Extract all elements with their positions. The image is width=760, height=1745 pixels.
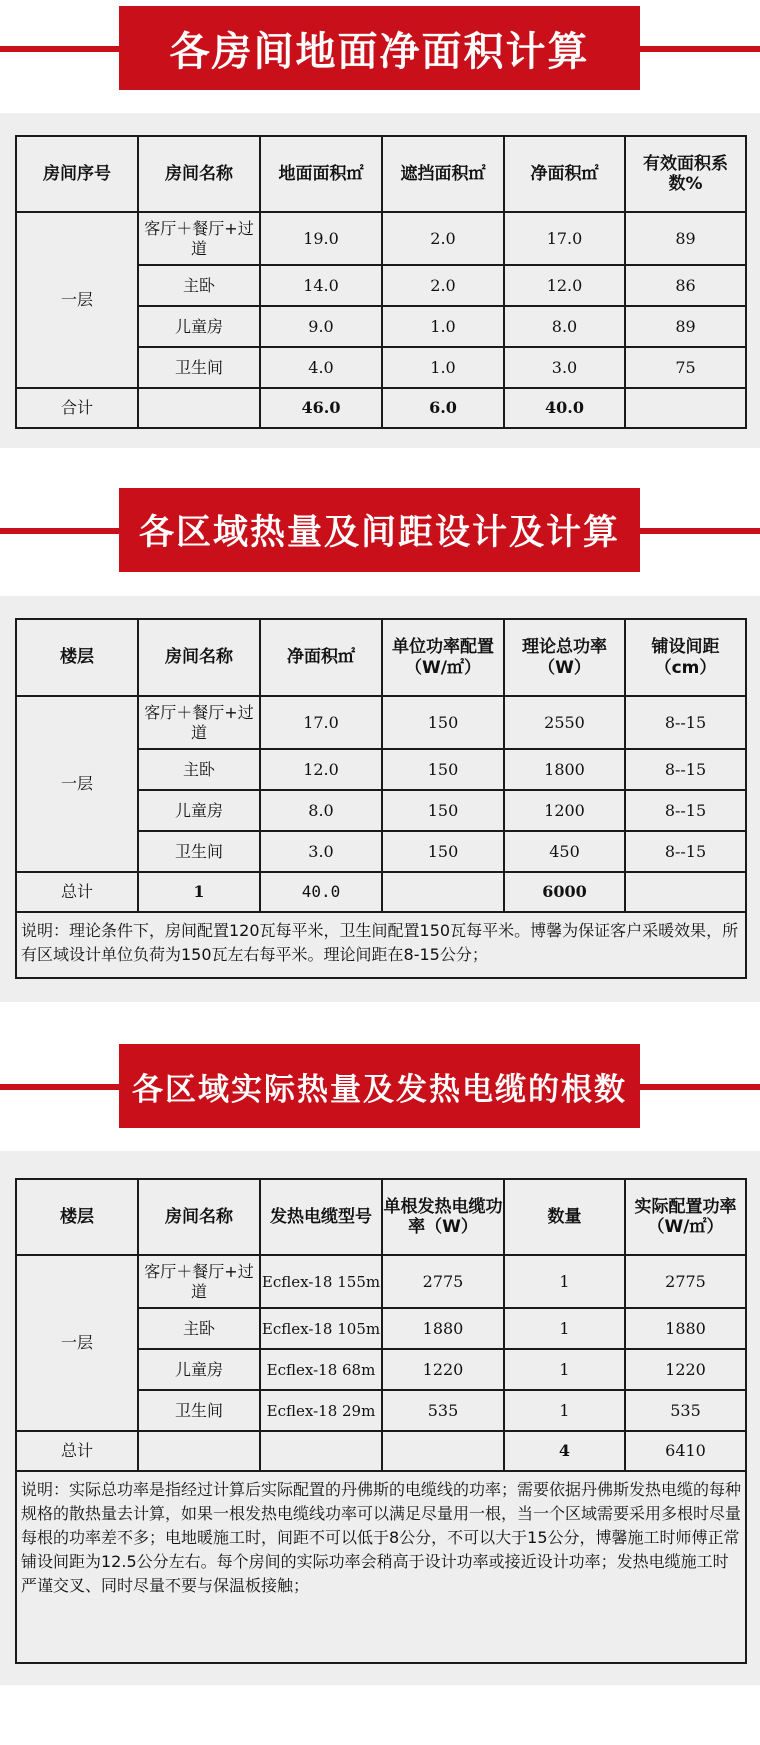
total-power: 1200 (504, 790, 625, 831)
floor-area: 14.0 (260, 265, 382, 306)
net-area: 12.0 (504, 265, 625, 306)
note-row (16, 912, 746, 978)
header-cell: 有效面积系数% (625, 136, 746, 212)
net-area: 17.0 (260, 696, 382, 749)
blocked-area: 1.0 (382, 306, 504, 347)
room-name: 卫生间 (138, 347, 260, 388)
total-label: 合计 (16, 388, 138, 428)
floor-area: 19.0 (260, 212, 382, 265)
header-cell: 房间名称 (138, 136, 260, 212)
section1-title: 各房间地面净面积计算 (119, 6, 640, 90)
total-label: 总计 (16, 1431, 138, 1471)
net-area: 3.0 (260, 831, 382, 872)
empty-cell (382, 1431, 504, 1471)
total-row (16, 388, 746, 428)
area-coef: 75 (625, 347, 746, 388)
unit-power: 150 (382, 831, 504, 872)
cable-power: 1220 (382, 1349, 504, 1390)
floor-cell: 一层 (16, 696, 138, 872)
header-cell: 楼层 (16, 1179, 138, 1255)
blocked-area: 2.0 (382, 212, 504, 265)
section1-banner (0, 6, 760, 90)
empty-cell (625, 388, 746, 428)
room-name: 卫生间 (138, 831, 260, 872)
floor-area: 9.0 (260, 306, 382, 347)
header-cell: 净面积㎡ (504, 136, 625, 212)
config-note: 说明：实际总功率是指经过计算后实际配置的丹佛斯的电缆线的功率；需要依据丹佛斯发热电缆的每种规格的散热量去计算，如果一根发热电缆线功率可以满足尽量用一根，当一个区域需要采用多根时尽量每根的功率差不多；电地暖施工时，间距不可以低于8公分，不可以大于15公分，博馨施工时师傅正常铺设间距为12.5公分左右。每个房间的实际功率会稍高于设计功率或接近设计功率；发热电缆施工时严谨交叉、同时尽量不要与保温板接触； (16, 1471, 746, 1663)
total-row (16, 1431, 746, 1471)
empty-cell (138, 1431, 260, 1471)
cable-qty: 1 (504, 1255, 625, 1308)
area-coef: 89 (625, 212, 746, 265)
section3-banner (0, 1044, 760, 1128)
total-power: 6000 (504, 872, 625, 912)
room-name: 主卧 (138, 265, 260, 306)
header-cell: 房间名称 (138, 619, 260, 696)
total-actual-power: 6410 (625, 1431, 746, 1471)
header-cell: 地面面积㎡ (260, 136, 382, 212)
spacing: 8--15 (625, 749, 746, 790)
table-row (16, 696, 746, 749)
header-cell: 铺设间距（cm） (625, 619, 746, 696)
total-net-area: 40.0 (504, 388, 625, 428)
header-cell: 发热电缆型号 (260, 1179, 382, 1255)
section3-title: 各区域实际热量及发热电缆的根数 (119, 1044, 640, 1128)
total-qty: 4 (504, 1431, 625, 1471)
area-coef: 86 (625, 265, 746, 306)
header-cell: 单位功率配置（W/㎡） (382, 619, 504, 696)
total-blocked-area: 6.0 (382, 388, 504, 428)
total-name: 1 (138, 872, 260, 912)
room-name: 儿童房 (138, 790, 260, 831)
note-row (16, 1471, 746, 1663)
total-power: 2550 (504, 696, 625, 749)
header-cell: 理论总功率（W） (504, 619, 625, 696)
table-row (16, 212, 746, 265)
cable-qty: 1 (504, 1308, 625, 1349)
total-power: 1800 (504, 749, 625, 790)
unit-power: 150 (382, 749, 504, 790)
blocked-area: 2.0 (382, 265, 504, 306)
total-power: 450 (504, 831, 625, 872)
heat-design-table (15, 618, 747, 979)
net-area: 8.0 (260, 790, 382, 831)
spacing: 8--15 (625, 831, 746, 872)
total-row (16, 872, 746, 912)
empty-cell (382, 872, 504, 912)
net-area: 8.0 (504, 306, 625, 347)
cable-power: 2775 (382, 1255, 504, 1308)
net-area: 12.0 (260, 749, 382, 790)
section3-panel (0, 1151, 760, 1685)
spacing: 8--15 (625, 696, 746, 749)
room-name: 主卧 (138, 1308, 260, 1349)
actual-power: 2775 (625, 1255, 746, 1308)
table-header-row (16, 136, 746, 212)
actual-power: 535 (625, 1390, 746, 1431)
actual-power: 1880 (625, 1308, 746, 1349)
cable-model: Ecflex-18 155m (260, 1255, 382, 1308)
cable-config-table (15, 1178, 747, 1664)
net-area: 3.0 (504, 347, 625, 388)
cable-model: Ecflex-18 29m (260, 1390, 382, 1431)
header-cell: 净面积㎡ (260, 619, 382, 696)
header-cell: 房间名称 (138, 1179, 260, 1255)
header-cell: 数量 (504, 1179, 625, 1255)
net-area-table (15, 135, 747, 429)
unit-power: 150 (382, 696, 504, 749)
cable-power: 535 (382, 1390, 504, 1431)
total-floor-area: 46.0 (260, 388, 382, 428)
cable-model: Ecflex-18 105m (260, 1308, 382, 1349)
actual-power: 1220 (625, 1349, 746, 1390)
table-row (16, 1255, 746, 1308)
room-name: 儿童房 (138, 1349, 260, 1390)
unit-power: 150 (382, 790, 504, 831)
header-cell: 楼层 (16, 619, 138, 696)
room-name: 儿童房 (138, 306, 260, 347)
section2-panel (0, 596, 760, 1002)
room-name: 卫生间 (138, 1390, 260, 1431)
table-header-row (16, 619, 746, 696)
room-name: 客厅＋餐厅+过道 (138, 696, 260, 749)
total-net-area: 40.0 (260, 872, 382, 912)
header-cell: 遮挡面积㎡ (382, 136, 504, 212)
total-label: 总计 (16, 872, 138, 912)
floor-area: 4.0 (260, 347, 382, 388)
room-name: 客厅＋餐厅+过道 (138, 212, 260, 265)
cable-model: Ecflex-18 68m (260, 1349, 382, 1390)
cable-qty: 1 (504, 1390, 625, 1431)
empty-cell (260, 1431, 382, 1471)
section2-banner (0, 488, 760, 572)
header-cell: 房间序号 (16, 136, 138, 212)
blocked-area: 1.0 (382, 347, 504, 388)
room-name: 主卧 (138, 749, 260, 790)
cable-qty: 1 (504, 1349, 625, 1390)
table-header-row (16, 1179, 746, 1255)
floor-cell: 一层 (16, 1255, 138, 1431)
area-coef: 89 (625, 306, 746, 347)
empty-cell (625, 872, 746, 912)
net-area: 17.0 (504, 212, 625, 265)
room-name: 客厅＋餐厅+过道 (138, 1255, 260, 1308)
cable-power: 1880 (382, 1308, 504, 1349)
empty-cell (138, 388, 260, 428)
spacing: 8--15 (625, 790, 746, 831)
section1-panel (0, 113, 760, 448)
design-note: 说明：理论条件下，房间配置120瓦每平米，卫生间配置150瓦每平米。博馨为保证客户采暖效果，所有区域设计单位负荷为150瓦左右每平米。理论间距在8-15公分； (16, 912, 746, 978)
section2-title: 各区域热量及间距设计及计算 (119, 488, 640, 572)
header-cell: 单根发热电缆功率（W） (382, 1179, 504, 1255)
floor-cell: 一层 (16, 212, 138, 388)
header-cell: 实际配置功率（W/㎡） (625, 1179, 746, 1255)
